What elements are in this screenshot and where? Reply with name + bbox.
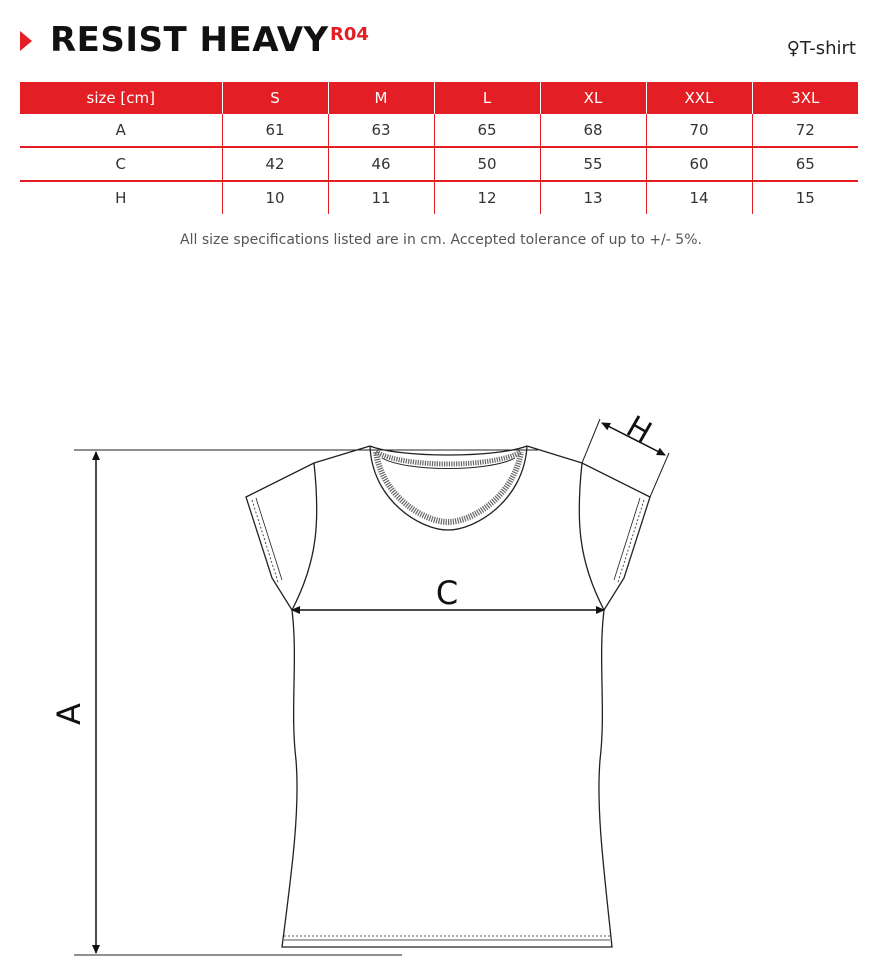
label-c: C [435,574,459,612]
table-cell: 46 [328,147,434,181]
product-code: R04 [330,24,369,45]
table-cell: 70 [646,114,752,147]
table-cell: 11 [328,181,434,214]
measurement-c [292,574,604,612]
table-cell: 10 [222,181,328,214]
header-cell: M [328,82,434,114]
row-label: H [115,189,127,207]
tshirt-outline [246,446,650,947]
header-cell: 3XL [752,82,858,114]
product-title: RESIST HEAVY [50,20,329,60]
measurement-h [582,409,669,497]
table-cell: 12 [434,181,540,214]
header-cell: XXL [646,82,752,114]
tolerance-note: All size specifications listed are in cm. Accepted tolerance of up to +/- 5%. [180,232,702,248]
table-cell: 63 [328,114,434,147]
row-label: A [20,114,222,147]
header-cell: XL [540,82,646,114]
product-type-label: T-shirt [799,38,856,59]
header-cell: L [434,82,540,114]
table-cell: 14 [646,181,752,214]
header-cell: S [222,82,328,114]
table-cell: 72 [752,114,858,147]
table-cell: 60 [646,147,752,181]
table-cell: 68 [540,114,646,147]
female-icon: ♀ [786,38,800,59]
header-cell: size [cm] [20,82,222,114]
table-cell: 15 [752,181,858,214]
table-cell: 61 [222,114,328,147]
table-cell: 42 [222,147,328,181]
row-label: C [20,147,222,181]
table-cell: 65 [434,114,540,147]
label-h: H [620,409,658,451]
table-cell: 65 [752,147,858,181]
table-cell: 50 [434,147,540,181]
collar [370,446,527,530]
table-cell: 13 [540,181,646,214]
table-cell: 55 [540,147,646,181]
label-a: A [50,703,88,725]
